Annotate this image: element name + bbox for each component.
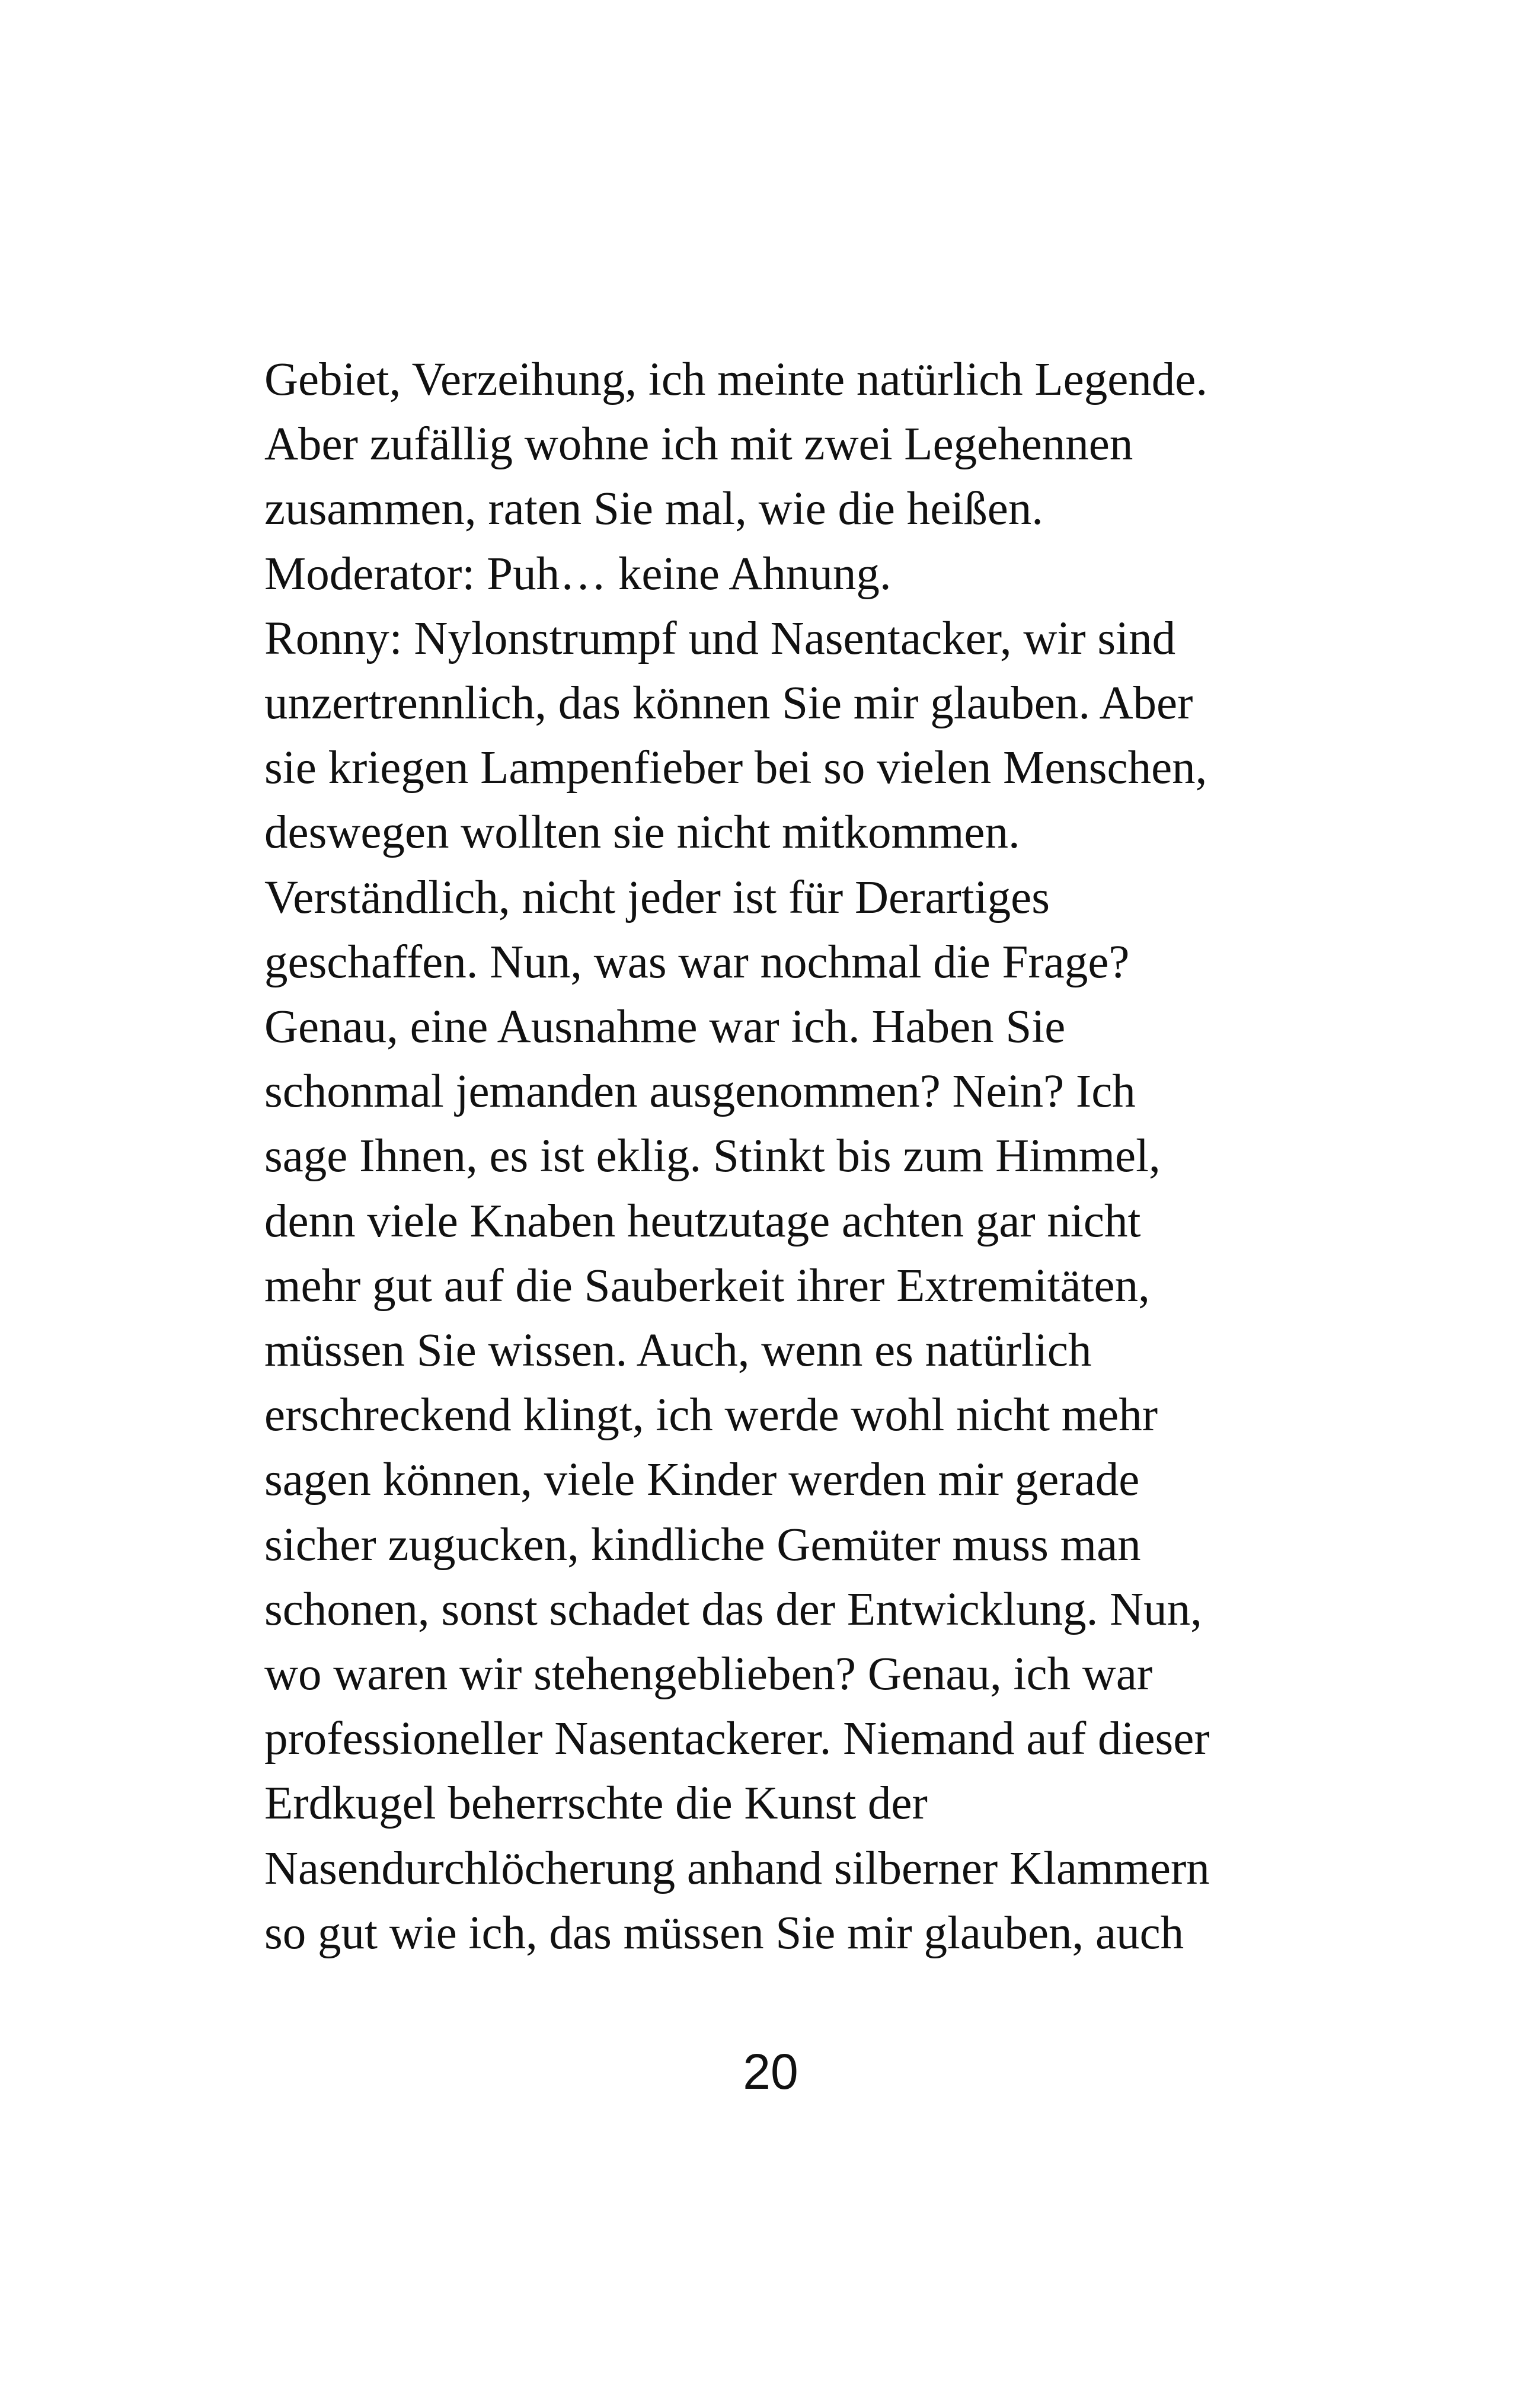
text-line: schonen, sonst schadet das der Entwicklung. Nun, <box>264 1583 1202 1635</box>
text-line: denn viele Knaben heutzutage achten gar nicht <box>264 1195 1141 1247</box>
text-line: deswegen wollten sie nicht mitkommen. <box>264 807 1020 859</box>
text-line: unzertrennlich, das können Sie mir glauben. Aber <box>264 677 1193 730</box>
text-line: sagen können, viele Kinder werden mir gerade <box>264 1454 1140 1506</box>
text-line: wo waren wir stehengeblieben? Genau, ich war <box>264 1648 1153 1701</box>
text-line: sage Ihnen, es ist eklig. Stinkt bis zum Himmel, <box>264 1130 1161 1182</box>
text-line: sicher zugucken, kindliche Gemüter muss man <box>264 1519 1141 1571</box>
text-line: Genau, eine Ausnahme war ich. Haben Sie <box>264 1001 1066 1053</box>
text-line: professioneller Nasentackerer. Niemand auf dieser <box>264 1713 1210 1765</box>
text-line: Verständlich, nicht jeder ist für Derartiges <box>264 871 1050 923</box>
text-line: Moderator: Puh… keine Ahnung. <box>264 548 892 600</box>
body-text <box>264 347 1331 1965</box>
text-line: Ronny: Nylonstrumpf und Nasentacker, wir sind <box>264 612 1176 664</box>
page-number: 20 <box>743 2044 798 2099</box>
text-line: Nasendurchlöcherung anhand silberner Klammern <box>264 1842 1210 1894</box>
text-line: Gebiet, Verzeihung, ich meinte natürlich Legende. <box>264 354 1208 405</box>
text-line: geschaffen. Nun, was war nochmal die Frage? <box>264 936 1130 988</box>
text-line: mehr gut auf die Sauberkeit ihrer Extremitäten, <box>264 1260 1150 1312</box>
text-line: sie kriegen Lampenfieber bei so vielen Menschen, <box>264 742 1207 794</box>
text-line: schonmal jemanden ausgenommen? Nein? Ich <box>264 1066 1136 1118</box>
text-line: Aber zufällig wohne ich mit zwei Legehennen <box>264 418 1133 471</box>
text-line: so gut wie ich, das müssen Sie mir glauben, auch <box>264 1907 1184 1959</box>
text-line: zusammen, raten Sie mal, wie die heißen. <box>264 483 1044 535</box>
text-line: erschreckend klingt, ich werde wohl nicht mehr <box>264 1389 1158 1442</box>
text-line: Erdkugel beherrschte die Kunst der <box>264 1778 928 1830</box>
text-line: müssen Sie wissen. Auch, wenn es natürlich <box>264 1325 1092 1377</box>
